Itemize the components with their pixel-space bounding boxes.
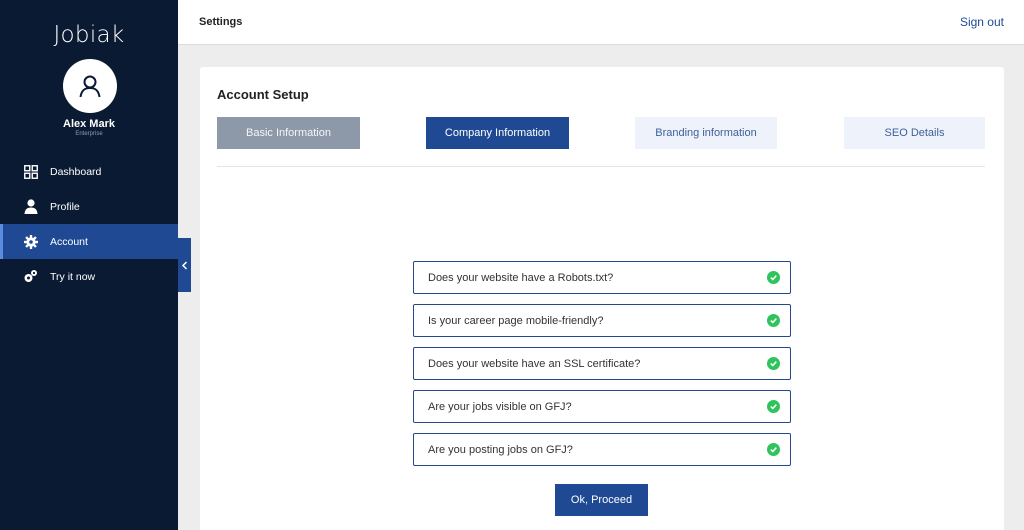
page-title: Settings [199, 16, 243, 28]
sidebar-item-account[interactable] [0, 224, 178, 259]
sidebar-item-dashboard[interactable] [0, 154, 178, 189]
grid-icon [23, 164, 38, 179]
checklist-item-ssl[interactable] [413, 347, 791, 380]
sidebar-item-label: Try it now [50, 270, 96, 283]
sidebar-item-label: Dashboard [50, 165, 102, 178]
check-circle-icon [767, 357, 780, 370]
top-bar [178, 0, 1024, 45]
checklist-question: Are your jobs visible on GFJ? [428, 400, 572, 413]
divider [217, 166, 985, 167]
account-setup-card [200, 67, 1004, 530]
sidebar-collapse-toggle[interactable] [178, 238, 191, 292]
checklist-question: Are you posting jobs on GFJ? [428, 443, 573, 456]
check-circle-icon [767, 400, 780, 413]
checklist-item-gfj-posting[interactable] [413, 433, 791, 466]
checklist-question: Is your career page mobile-friendly? [428, 314, 604, 327]
person-icon [23, 199, 38, 214]
sidebar [0, 0, 178, 530]
app-logo[interactable]: Jobiak [53, 22, 125, 48]
card-title: Account Setup [217, 87, 309, 102]
step-branding-information[interactable]: Branding information [635, 117, 777, 149]
sidebar-item-label: Account [50, 235, 88, 248]
user-plan: Enterprise [75, 131, 103, 137]
user-name: Alex Mark [63, 118, 115, 130]
setup-steps [217, 117, 985, 149]
chevron-left-icon [181, 261, 188, 270]
checklist-question: Does your website have a Robots.txt? [428, 271, 614, 284]
checklist-item-robots[interactable] [413, 261, 791, 294]
sidebar-item-label: Profile [50, 200, 80, 213]
check-circle-icon [767, 443, 780, 456]
sidebar-item-try-it-now[interactable] [0, 259, 178, 294]
proceed-button[interactable]: Ok, Proceed [555, 484, 648, 516]
checklist-item-gfj-visible[interactable] [413, 390, 791, 423]
sign-out-link[interactable]: Sign out [959, 15, 1004, 29]
sidebar-nav [0, 154, 178, 294]
user-icon [77, 73, 103, 99]
seo-checklist [413, 261, 791, 476]
gear-icon [23, 234, 38, 249]
checklist-item-mobile-friendly[interactable] [413, 304, 791, 337]
check-circle-icon [767, 271, 780, 284]
step-basic-information[interactable]: Basic Information [217, 117, 360, 149]
step-company-information[interactable]: Company Information [426, 117, 569, 149]
checklist-question: Does your website have an SSL certificate? [428, 357, 641, 370]
gears-icon [23, 269, 38, 284]
avatar[interactable] [63, 59, 117, 113]
sidebar-item-profile[interactable] [0, 189, 178, 224]
step-seo-details[interactable]: SEO Details [844, 117, 985, 149]
check-circle-icon [767, 314, 780, 327]
